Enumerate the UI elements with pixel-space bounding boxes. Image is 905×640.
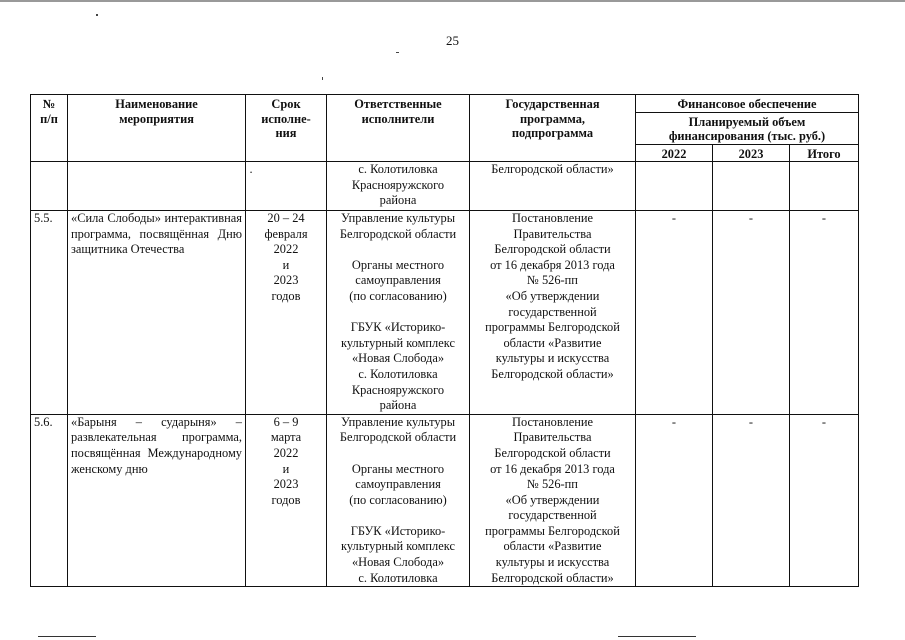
term-line: и: [282, 461, 290, 476]
scan-speck: [396, 52, 399, 53]
row-event-name: «Сила Слободы» интерактивная программа, посвящённая Дню защитника Отечества: [68, 211, 246, 415]
row-value-2022: -: [636, 211, 713, 415]
executor-line: Управление культуры: [340, 414, 456, 429]
cont-num-cell: [31, 162, 68, 211]
header-executors: [327, 95, 470, 162]
program-line: № 526-пп: [527, 477, 578, 492]
program-line: программы Белгородской: [485, 523, 620, 538]
program-line: культуры и искусства: [495, 555, 610, 570]
scan-speck: [322, 77, 323, 80]
table-row-5-6: [31, 414, 859, 587]
term-line: 2022: [273, 445, 299, 460]
executor-line: самоуправления: [355, 477, 441, 492]
row-value-2023: -: [713, 414, 790, 587]
executor-line: Органы местного: [351, 257, 445, 272]
executor-line: культурный комплекс: [341, 335, 455, 350]
row-term: [246, 414, 327, 587]
cont-executors-cell: [327, 162, 470, 211]
program-line: государственной: [508, 304, 597, 319]
cont-program-cell: [470, 162, 636, 211]
executor-line: с. Колотиловка: [358, 570, 438, 585]
header-planned-text: Планируемый объем финансирования (тыс. руб.): [668, 114, 826, 143]
program-line: от 16 декабря 2013 года: [490, 257, 615, 272]
executor-line: ГБУК «Историко-: [350, 320, 446, 335]
header-executors-text: Ответственные исполнители: [354, 97, 442, 126]
program-line: Правительства: [513, 226, 592, 241]
executor-line: Органы местного: [351, 461, 445, 476]
row-num: 5.5.: [31, 211, 68, 415]
executor-line: ГБУК «Историко-: [350, 523, 446, 538]
program-line: культуры и искусства: [495, 351, 610, 366]
executor-gap: [330, 305, 466, 321]
term-line: февраля: [264, 226, 308, 241]
table-row-5-5: [31, 211, 859, 415]
row-program: [470, 211, 636, 415]
header-program: [470, 95, 636, 162]
cont-term-mark: .: [249, 162, 253, 176]
scan-top-edge: [0, 0, 905, 2]
program-line: № 526-пп: [527, 273, 578, 288]
header-term: [246, 95, 327, 162]
cont-program-text: Белгородской области»: [491, 162, 614, 176]
executor-gap: [330, 446, 466, 462]
executor-gap: [330, 508, 466, 524]
program-line: Правительства: [513, 430, 592, 445]
program-line: области «Развитие: [503, 335, 602, 350]
term-line: 20 – 24: [267, 211, 305, 225]
cont-executor-line: Краснояружского: [351, 177, 445, 192]
header-name: [68, 95, 246, 162]
header-num: [31, 95, 68, 162]
scan-mark: [38, 636, 96, 637]
executor-line: Краснояружского: [351, 382, 445, 397]
header-num-text: № п/п: [40, 97, 58, 126]
header-finance-text: Финансовое обеспечение: [677, 97, 817, 111]
executor-line: Белгородской области: [339, 226, 457, 241]
page-number: 25: [446, 33, 459, 48]
cont-executor-line: с. Колотиловка: [358, 162, 438, 176]
header-year-2022: 2022: [636, 144, 713, 162]
header-program-text: Государственная программа, подпрограмма: [505, 97, 600, 140]
row-value-total: -: [790, 414, 859, 587]
term-line: годов: [271, 492, 301, 507]
program-line: Постановление: [512, 211, 593, 225]
term-line: 2023: [273, 273, 299, 288]
program-line: государственной: [508, 508, 597, 523]
program-line: от 16 декабря 2013 года: [490, 461, 615, 476]
program-line: Постановление: [512, 414, 593, 429]
cont-name-cell: [68, 162, 246, 211]
header-term-text: Срок исполне- ния: [261, 97, 311, 140]
scan-mark: [618, 636, 696, 637]
row-value-total: -: [790, 211, 859, 415]
term-line: марта: [270, 430, 302, 445]
row-executors: [327, 211, 470, 415]
executor-line: самоуправления: [355, 273, 441, 288]
program-line: Белгородской области»: [491, 570, 614, 585]
executor-line: района: [379, 398, 417, 413]
row-value-2022: -: [636, 414, 713, 587]
program-line: программы Белгородской: [485, 320, 620, 335]
header-name-text: Наименование мероприятия: [115, 97, 198, 126]
term-line: и: [282, 257, 290, 272]
row-program: [470, 414, 636, 587]
term-line: 2023: [273, 477, 299, 492]
term-line: годов: [271, 288, 301, 303]
header-year-2023: 2023: [713, 144, 790, 162]
header-finance: [636, 95, 859, 113]
row-value-2023: -: [713, 211, 790, 415]
scan-speck: [96, 14, 98, 16]
header-planned: [636, 112, 859, 144]
executor-line: «Новая Слобода»: [351, 555, 445, 570]
row-term: [246, 211, 327, 415]
events-table: [30, 94, 859, 587]
cont-2022-cell: [636, 162, 713, 211]
row-executors: [327, 414, 470, 587]
table-row-continuation: [31, 162, 859, 211]
header-total: Итого: [790, 144, 859, 162]
executor-line: (по согласованию): [349, 288, 447, 303]
executor-line: культурный комплекс: [341, 539, 455, 554]
executor-line: Управление культуры: [340, 211, 456, 225]
program-line: «Об утверждении: [505, 288, 600, 303]
executor-line: с. Колотиловка: [358, 366, 438, 381]
executor-line: Белгородской области: [339, 430, 457, 445]
row-num: 5.6.: [31, 414, 68, 587]
program-line: Белгородской области»: [491, 366, 614, 381]
program-line: области «Развитие: [503, 539, 602, 554]
cont-term-cell: [246, 162, 327, 211]
term-line: 6 – 9: [273, 414, 299, 429]
term-line: 2022: [273, 242, 299, 257]
program-line: Белгородской области: [494, 242, 611, 257]
executor-line: (по согласованию): [349, 492, 447, 507]
executor-gap: [330, 242, 466, 258]
cont-2023-cell: [713, 162, 790, 211]
executor-line: «Новая Слобода»: [351, 351, 445, 366]
program-line: «Об утверждении: [505, 492, 600, 507]
cont-executor-line: района: [379, 193, 417, 208]
program-line: Белгородской области: [494, 445, 611, 460]
cont-total-cell: [790, 162, 859, 211]
row-event-name: «Барыня – сударыня» – развлекательная программа, посвящённая Международному женскому дню: [68, 414, 246, 587]
